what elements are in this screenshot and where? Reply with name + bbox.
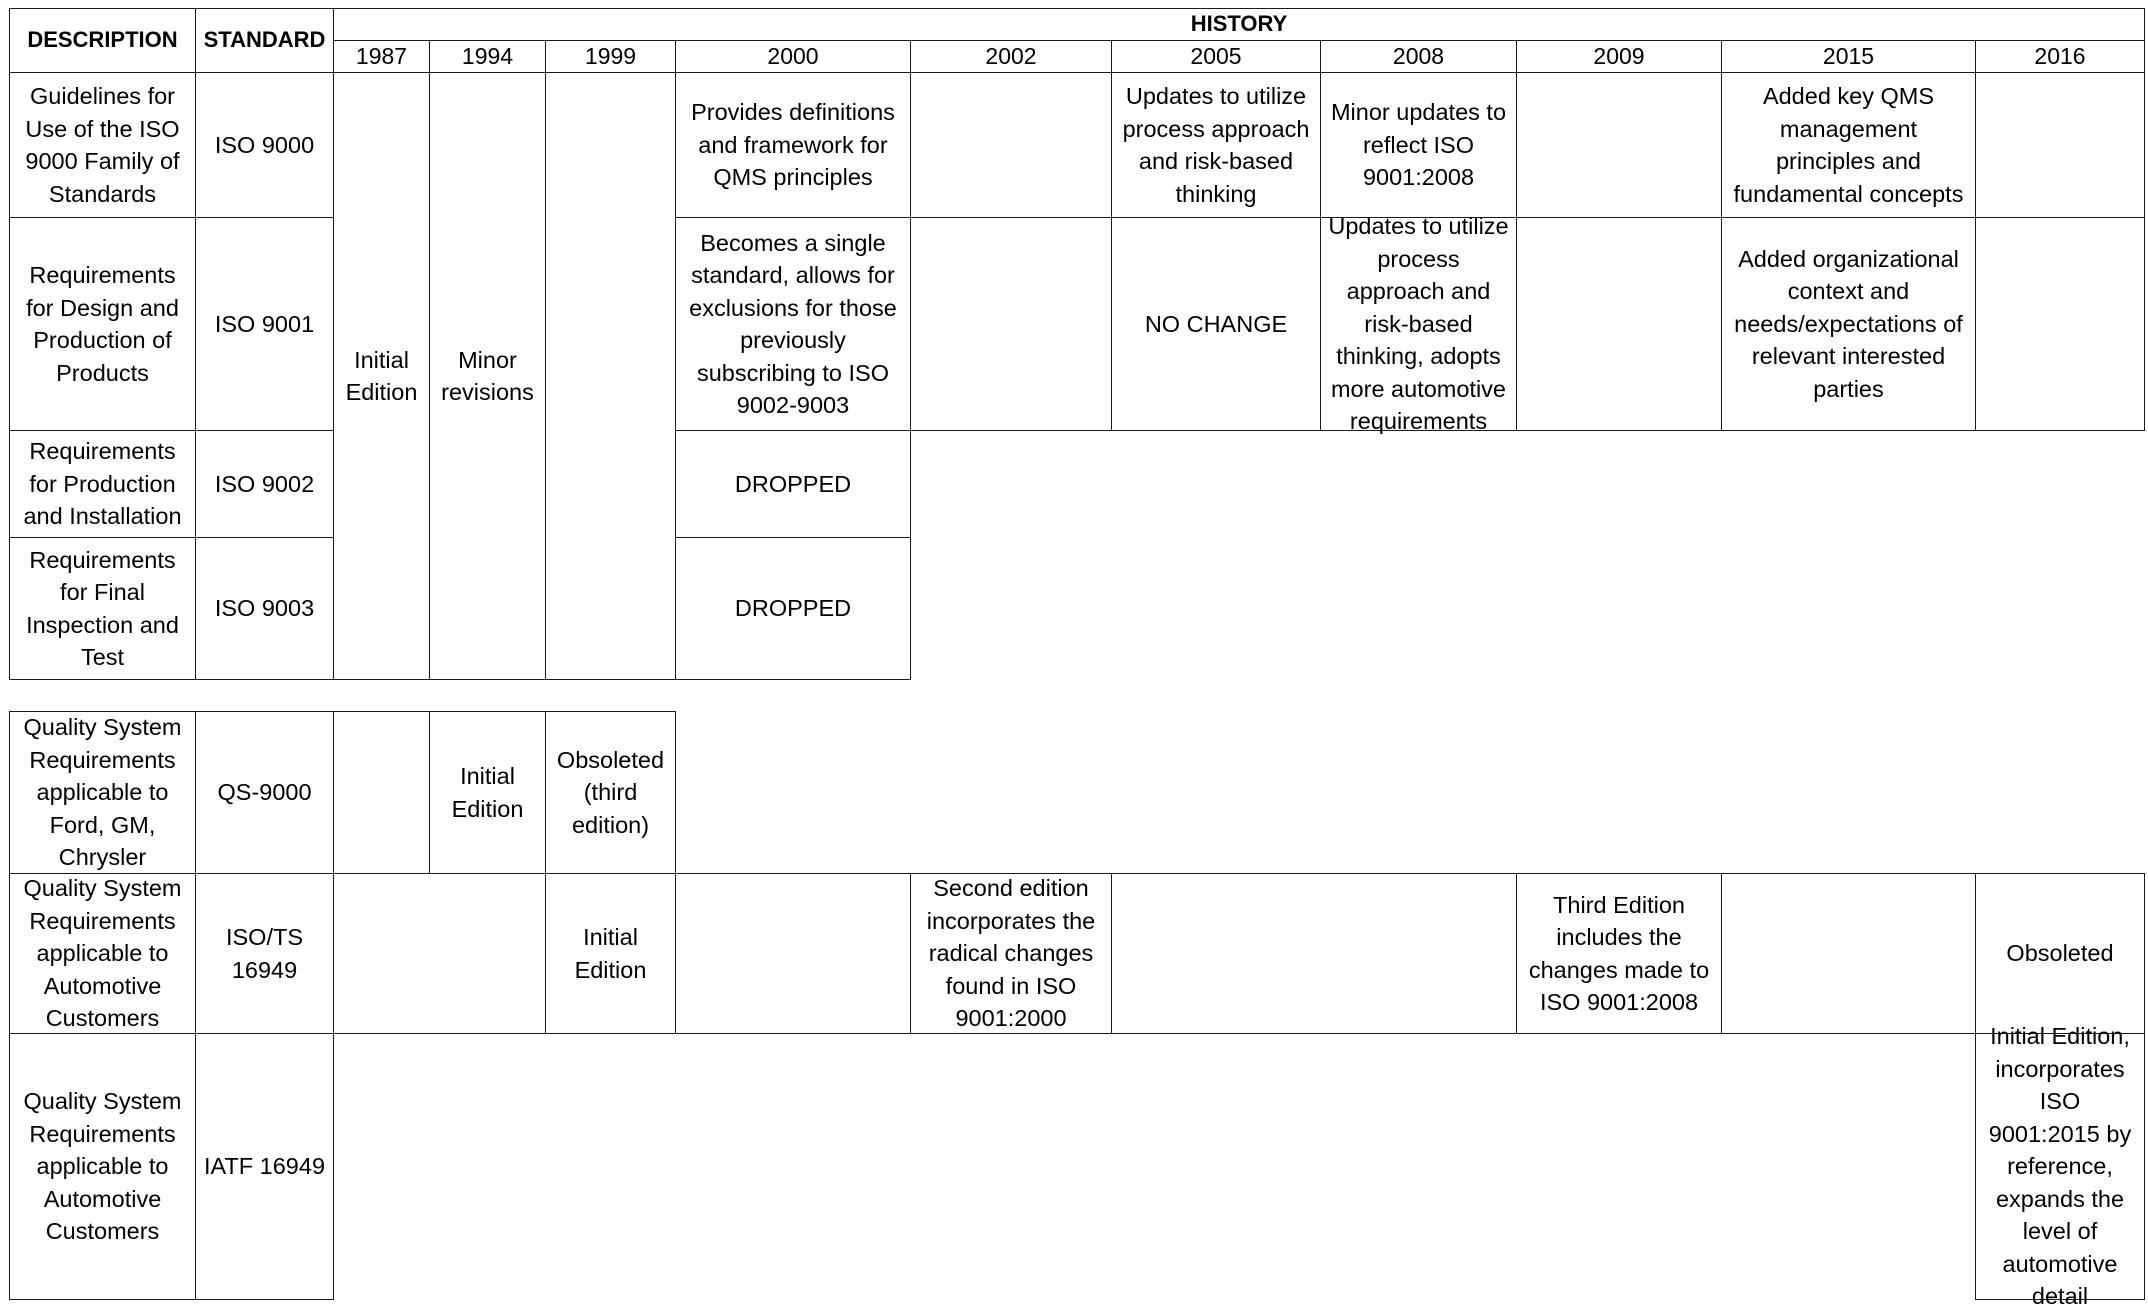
year-2016: 2016 <box>1975 40 2145 73</box>
header-standard: STANDARD <box>195 8 334 73</box>
table-cell-2015 <box>1721 873 1976 1034</box>
table-cell-2005: NO CHANGE <box>1111 217 1321 431</box>
year-2008: 2008 <box>1320 40 1517 73</box>
table-row-standard: QS-9000 <box>195 711 334 874</box>
table-cell-2002 <box>910 217 1112 431</box>
table-row-standard: IATF 16949 <box>195 1033 334 1300</box>
table-cell-2000 <box>675 873 911 1034</box>
table-row-description: Quality System Requirements applicable to Ford, GM, Chrysler <box>9 711 196 874</box>
table-row-standard: ISO 9003 <box>195 537 334 680</box>
table-cell-2015: Added organizational context and needs/expectations of relevant interested parties <box>1721 217 1976 431</box>
table-cell-2000: Provides definitions and framework for QMS principles <box>675 72 911 218</box>
table-cell-1994-merged: Minor revisions <box>429 72 546 680</box>
year-1987: 1987 <box>333 40 430 73</box>
table-cell-1999: Initial Edition <box>545 873 676 1034</box>
table-cell-2016 <box>1975 217 2145 431</box>
year-1999: 1999 <box>545 40 676 73</box>
table-row-description: Requirements for Design and Production of Products <box>9 217 196 431</box>
table-cell-2016: Obsoleted <box>1975 873 2145 1034</box>
table-row-standard: ISO 9000 <box>195 72 334 218</box>
table-cell-1994: Initial Edition <box>429 711 546 874</box>
table-cell-2009 <box>1516 72 1722 218</box>
year-2015: 2015 <box>1721 40 1976 73</box>
table-row-standard: ISO 9002 <box>195 430 334 538</box>
table-cell-2000: Becomes a single standard, allows for exclusions for those previously subscribing to ISO 9002-9003 <box>675 217 911 431</box>
table-cell-1987-merged: Initial Edition <box>333 72 430 680</box>
table-row-description: Quality System Requirements applicable to Automotive Customers <box>9 1033 196 1300</box>
table-row-description: Requirements for Final Inspection and Test <box>9 537 196 680</box>
table-cell-2000: DROPPED <box>675 430 911 538</box>
table-cell-1999-merged <box>545 72 676 680</box>
table-cell-1987 <box>333 711 430 874</box>
table-cell-2002 <box>910 72 1112 218</box>
table-cell-1999: Obsoleted (third edition) <box>545 711 676 874</box>
year-2009: 2009 <box>1516 40 1722 73</box>
table-cell-2002: Second edition incorporates the radical changes found in ISO 9001:2000 <box>910 873 1112 1034</box>
table-cell-2015: Added key QMS management principles and fundamental concepts <box>1721 72 1976 218</box>
year-1994: 1994 <box>429 40 546 73</box>
header-description: DESCRIPTION <box>9 8 196 73</box>
table-cell-2000: DROPPED <box>675 537 911 680</box>
table-cell-2016: Initial Edition, incorporates ISO 9001:2015 by reference, expands the level of automotive detail <box>1975 1033 2145 1300</box>
table-row-description: Quality System Requirements applicable to Automotive Customers <box>9 873 196 1034</box>
table-cell-2005-2008 <box>1111 873 1517 1034</box>
year-2005: 2005 <box>1111 40 1321 73</box>
table-row-description: Requirements for Production and Installation <box>9 430 196 538</box>
year-2000: 2000 <box>675 40 911 73</box>
table-row-description: Guidelines for Use of the ISO 9000 Family of Standards <box>9 72 196 218</box>
table-cell-2008: Minor updates to reflect ISO 9001:2008 <box>1320 72 1517 218</box>
table-cell-2005: Updates to utilize process approach and risk-based thinking <box>1111 72 1321 218</box>
table-cell-2009 <box>1516 217 1722 431</box>
table-cell-2016 <box>1975 72 2145 218</box>
header-history: HISTORY <box>333 8 2145 41</box>
table-row-standard: ISO 9001 <box>195 217 334 431</box>
table-cell-1987-1994 <box>333 873 546 1034</box>
year-2002: 2002 <box>910 40 1112 73</box>
table-row-standard: ISO/TS 16949 <box>195 873 334 1034</box>
table-cell-2009: Third Edition includes the changes made to ISO 9001:2008 <box>1516 873 1722 1034</box>
table-cell-2008: Updates to utilize process approach and risk-based thinking, adopts more automotive requirements <box>1320 217 1517 431</box>
